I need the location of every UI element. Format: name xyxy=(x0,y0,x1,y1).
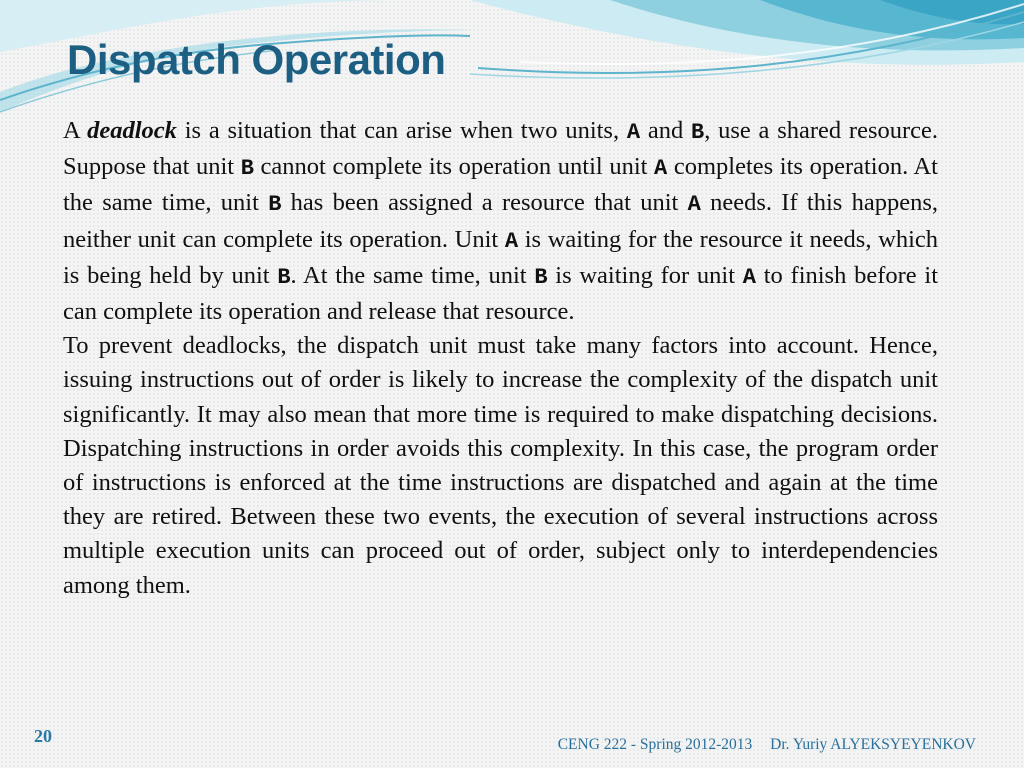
unit-label: B xyxy=(268,192,282,218)
text-segment: cannot complete its operation until unit xyxy=(253,153,655,181)
text-segment: , use a shared resource. Suppose that unit xyxy=(63,117,939,181)
text-segment: . At the same time, unit xyxy=(290,261,535,289)
unit-label: A xyxy=(742,264,756,290)
text-segment: needs. If this happens, neither unit can complete its operation. Unit xyxy=(63,189,938,253)
text-segment: A xyxy=(63,117,88,144)
emphasized-term: deadlock xyxy=(87,117,177,144)
footer-author: Dr. Yuriy ALYEKSYEYENKOV xyxy=(770,736,976,753)
text-segment: is waiting for unit xyxy=(547,261,743,289)
text-segment: to finish before it can complete its operation and release that resource. xyxy=(63,261,939,326)
unit-label: B xyxy=(691,120,705,145)
text-segment: completes its operation. At the same time, unit xyxy=(63,153,938,217)
text-segment: has been assigned a resource that unit xyxy=(281,189,688,217)
unit-label: B xyxy=(534,264,548,290)
text-segment: is waiting for the resource it needs, which is being held by unit xyxy=(63,225,938,289)
text-segment: and xyxy=(640,117,692,144)
slide-footer xyxy=(558,736,976,754)
footer-course: CENG 222 - Spring 2012-2013 xyxy=(557,736,753,753)
unit-label: A xyxy=(654,156,668,182)
unit-label: B xyxy=(240,156,254,182)
unit-label: A xyxy=(626,120,641,145)
paragraph-preventing-deadlocks: To prevent deadlocks, the dispatch unit must take many factors into account. Hence, issuing instructions out of order is likely to increase the complexity of the dispatch unit significantly. It may also mean that more time is required to make dispatching decisions. Dispatching instructions in order avoids this complexity. In this case, the program order of instructions is enforced at the time instructions are dispatched and again at the time they are retired. Between these two events, the execution of several instructions across multiple execution units can proceed out of order, subject only to interdependencies among them. xyxy=(63,332,938,599)
page-number: 20 xyxy=(34,726,52,746)
slide-body xyxy=(63,114,938,603)
paragraph-deadlock-definition xyxy=(63,114,938,329)
unit-label: B xyxy=(277,264,291,290)
unit-label: A xyxy=(687,192,701,218)
text-segment: is a situation that can arise when two units, xyxy=(176,117,627,144)
unit-label: A xyxy=(504,228,519,254)
slide-title: Dispatch Operation xyxy=(67,36,446,83)
